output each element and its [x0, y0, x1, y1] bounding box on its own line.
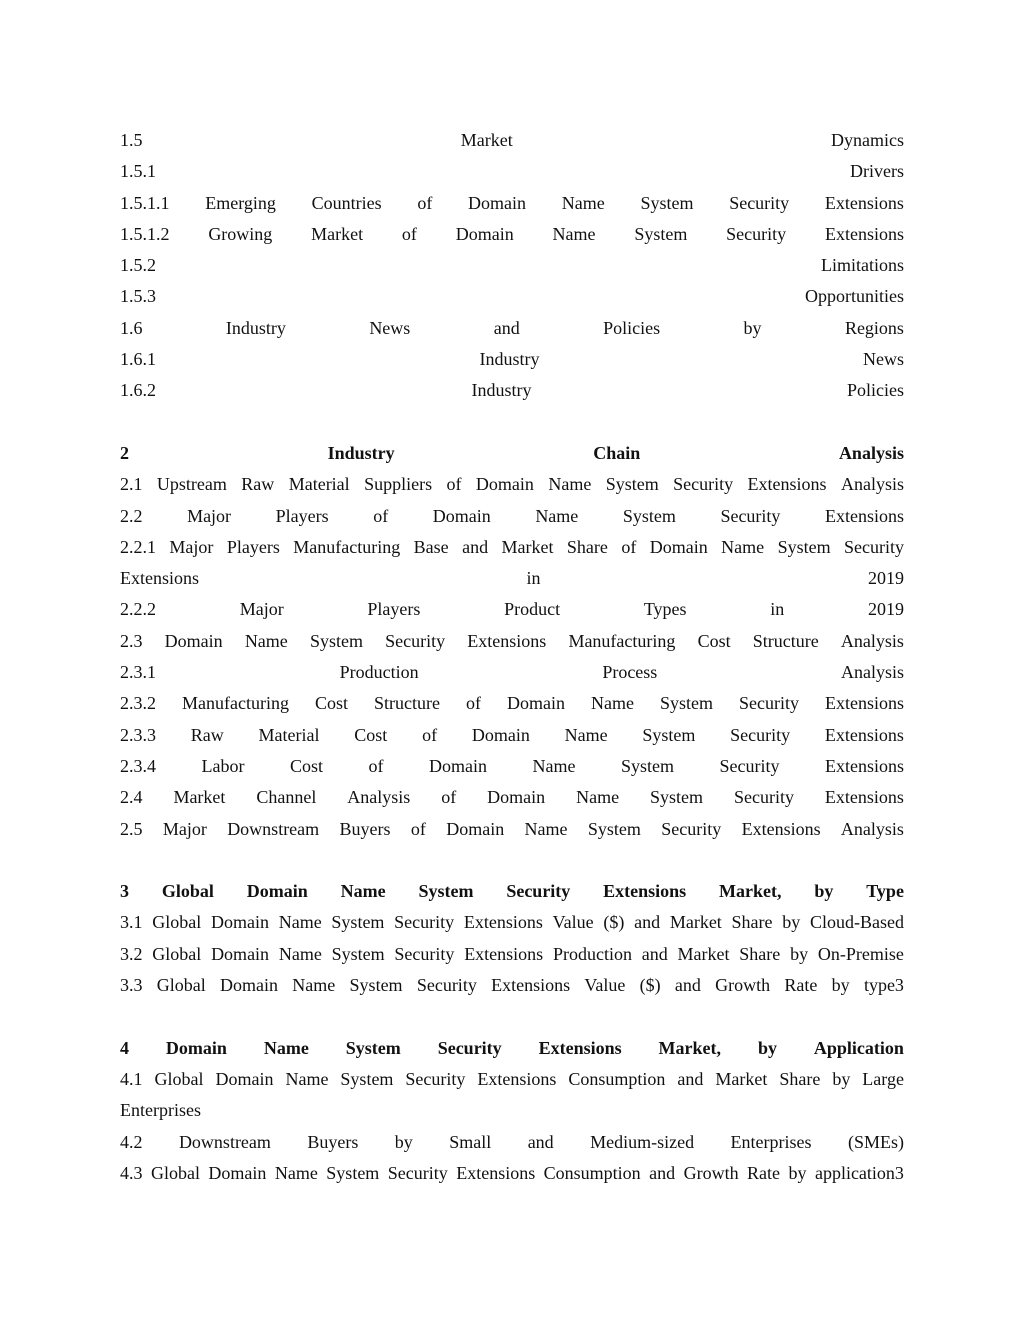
- word: Growing: [208, 223, 273, 244]
- word: Analysis: [840, 662, 904, 683]
- word: Players: [367, 599, 421, 620]
- word: 1.6.1: [120, 349, 156, 370]
- word: System: [340, 1068, 394, 1089]
- word: Opportunities: [805, 286, 904, 307]
- toc-line-2-2: [120, 501, 904, 532]
- word: Domain: [468, 192, 527, 213]
- word: ($): [603, 912, 625, 933]
- word: Industry: [479, 349, 540, 370]
- word: in: [526, 568, 541, 589]
- word: Extensions: [463, 912, 543, 933]
- word: 1.5.1: [120, 161, 156, 182]
- section-heading-3: [120, 876, 904, 907]
- word: of: [373, 505, 389, 526]
- word: 3.1: [120, 912, 143, 933]
- word: 3.2: [120, 943, 143, 964]
- word: Material: [258, 724, 320, 745]
- toc-line-1-5-1: [120, 156, 904, 187]
- word: Extensions: [825, 755, 904, 776]
- word: Share: [566, 536, 608, 557]
- word: by: [788, 1162, 807, 1183]
- word: Global: [150, 1162, 200, 1183]
- word: Market: [715, 1068, 768, 1089]
- word: Security: [673, 474, 734, 495]
- word: Limitations: [821, 255, 904, 276]
- word: and: [493, 317, 520, 338]
- word: 1.6: [120, 317, 143, 338]
- word: Security: [394, 912, 455, 933]
- word: Major: [187, 505, 232, 526]
- word: Medium-sized: [590, 1131, 695, 1152]
- word: 1.5: [120, 130, 143, 150]
- word: and: [527, 1131, 554, 1152]
- word: Cost: [314, 693, 348, 714]
- word: System: [659, 693, 713, 714]
- toc-block-2: [120, 438, 904, 845]
- toc-line-3-3: [120, 970, 904, 1001]
- word: Name: [535, 505, 579, 526]
- word: Analysis: [347, 787, 411, 808]
- word: by: [394, 1131, 413, 1152]
- word: Name: [278, 943, 322, 964]
- word: 1.5.2: [120, 255, 156, 276]
- word: Manufacturing: [182, 693, 289, 714]
- word: Analysis: [838, 442, 904, 463]
- word: Name: [721, 536, 765, 557]
- toc-line-3-1: [120, 907, 904, 938]
- word: Small: [449, 1131, 492, 1152]
- word: Rate: [784, 975, 818, 996]
- toc-line-2-2-1: [120, 532, 904, 563]
- word: Extensions: [120, 568, 199, 589]
- word: Share: [739, 943, 781, 964]
- word: Regions: [844, 317, 904, 338]
- word: Name: [564, 724, 608, 745]
- word: Domain: [210, 912, 269, 933]
- word: 1.5.1.1: [120, 192, 170, 213]
- word: of: [441, 787, 457, 808]
- word: News: [369, 317, 411, 338]
- word: Value: [584, 975, 626, 996]
- word: 2.3.4: [120, 755, 156, 776]
- word: Analysis: [840, 630, 904, 651]
- word: Market: [173, 787, 226, 808]
- word: and: [641, 943, 668, 964]
- word: Global: [152, 943, 202, 964]
- toc-line-2-5: [120, 814, 904, 845]
- word: System: [650, 787, 704, 808]
- word: System: [326, 1162, 380, 1183]
- word: Consumption: [543, 1162, 641, 1183]
- word: of: [368, 755, 384, 776]
- word: Rate: [747, 1162, 781, 1183]
- word: Extensions: [467, 630, 547, 651]
- word: Extensions: [456, 1162, 536, 1183]
- word: of: [446, 474, 462, 495]
- word: Name: [532, 755, 576, 776]
- word: 2: [120, 442, 129, 463]
- word: Market: [311, 223, 364, 244]
- word: Product: [504, 599, 561, 620]
- word: 4.2: [120, 1131, 143, 1152]
- word: 2.1: [120, 474, 143, 495]
- word: Raw: [241, 474, 275, 495]
- word: System: [331, 943, 385, 964]
- word: Security: [387, 1162, 448, 1183]
- word: Major: [169, 536, 214, 557]
- toc-line-2-3: [120, 626, 904, 657]
- word: 2.3: [120, 630, 143, 651]
- word: Buyers: [307, 1131, 359, 1152]
- word: Domain: [211, 943, 270, 964]
- word: Process: [602, 662, 658, 683]
- word: Security: [661, 818, 722, 839]
- word: Upstream: [156, 474, 227, 495]
- toc-line-2-3-3: [120, 720, 904, 751]
- word: Domain: [471, 724, 530, 745]
- word: Manufacturing: [293, 536, 401, 557]
- word: Extensions: [491, 975, 571, 996]
- word: by: [743, 317, 762, 338]
- section-heading-4: [120, 1033, 904, 1064]
- word: and: [634, 912, 661, 933]
- word: Domain: [429, 755, 487, 776]
- word: Security: [733, 787, 794, 808]
- word: 1.5.1.2: [120, 223, 170, 244]
- word: Name: [292, 975, 336, 996]
- toc-line-1-6: [120, 313, 904, 344]
- toc-line-1-5-1-1: [120, 188, 904, 219]
- word: Emerging: [205, 192, 276, 213]
- word: Cloud-Based: [810, 912, 904, 933]
- toc-block-4: [120, 1033, 904, 1189]
- toc-line-2-1: [120, 469, 904, 500]
- word: of: [401, 223, 417, 244]
- word: Extensions: [741, 818, 821, 839]
- word: Major: [162, 818, 207, 839]
- toc-line-1-5: [120, 125, 904, 156]
- word: Extensions: [824, 192, 904, 213]
- word: Name: [263, 1037, 309, 1058]
- word: of: [410, 818, 426, 839]
- word: 2019: [867, 599, 904, 620]
- word: Market: [460, 130, 513, 150]
- word: Domain: [165, 1037, 227, 1058]
- word: 2019: [867, 568, 904, 589]
- toc-line-2-3-1: [120, 657, 904, 688]
- word: Domain: [164, 630, 223, 651]
- word: Security: [726, 223, 787, 244]
- word: Security: [394, 943, 455, 964]
- word: System: [620, 755, 674, 776]
- word: Market,: [658, 1037, 722, 1058]
- word: 2.2: [120, 505, 143, 526]
- word: Domain: [649, 536, 708, 557]
- word: Global: [154, 1068, 204, 1089]
- word: Policies: [847, 380, 904, 401]
- word: Suppliers: [364, 474, 433, 495]
- word: Extensions: [824, 787, 904, 808]
- toc-line-2-3-2: [120, 688, 904, 719]
- word: Material: [288, 474, 350, 495]
- word: Market: [677, 943, 730, 964]
- word: Name: [576, 787, 620, 808]
- word: System: [640, 192, 694, 213]
- toc-line-3-2: [120, 939, 904, 970]
- word: 2.3.3: [120, 724, 156, 745]
- word: Growth: [683, 1162, 739, 1183]
- word: Growth: [715, 975, 771, 996]
- word: Players: [275, 505, 329, 526]
- word: Dynamics: [831, 130, 904, 150]
- word: Countries: [311, 192, 382, 213]
- word: Security: [719, 755, 780, 776]
- word: Industry: [327, 442, 395, 463]
- toc-line-1-6-2: [120, 375, 904, 406]
- word: Types: [643, 599, 687, 620]
- word: Market,: [719, 881, 782, 902]
- toc-line-1-5-1-2: [120, 219, 904, 250]
- word: Extensions: [538, 1037, 622, 1058]
- word: Global: [161, 881, 214, 902]
- word: of: [417, 192, 433, 213]
- word: Drivers: [850, 161, 904, 182]
- toc-block-3: [120, 876, 904, 1001]
- word: Name: [524, 818, 568, 839]
- word: 1.5.3: [120, 286, 156, 307]
- word: Name: [244, 630, 288, 651]
- word: System: [642, 724, 696, 745]
- toc-line-2-2-2: [120, 594, 904, 625]
- word: Domain: [208, 1162, 267, 1183]
- word: Base: [413, 536, 449, 557]
- word: 3.3: [120, 975, 143, 996]
- word: Cost: [354, 724, 388, 745]
- word: Extensions: [824, 223, 904, 244]
- toc-block-1: [120, 125, 904, 407]
- word: Major: [239, 599, 284, 620]
- word: Security: [730, 724, 791, 745]
- word: 4: [120, 1037, 129, 1058]
- word: System: [605, 474, 659, 495]
- word: by: [782, 912, 801, 933]
- word: Extensions: [825, 505, 904, 526]
- word: Name: [285, 1068, 329, 1089]
- word: News: [863, 349, 904, 370]
- word: Structure: [373, 693, 440, 714]
- toc-line-1-6-1: [120, 344, 904, 375]
- word: Security: [738, 693, 799, 714]
- word: Industry: [471, 380, 532, 401]
- word: System: [622, 505, 676, 526]
- word: Cost: [697, 630, 731, 651]
- word: ($): [639, 975, 661, 996]
- word: Analysis: [840, 818, 904, 839]
- word: Security: [405, 1068, 466, 1089]
- word: Production: [339, 662, 419, 683]
- section-heading-2: [120, 438, 904, 469]
- word: 2.3.2: [120, 693, 156, 714]
- word: by: [790, 943, 809, 964]
- word: in: [770, 599, 785, 620]
- word: Players: [226, 536, 280, 557]
- word: Name: [340, 881, 386, 902]
- word: Extensions: [824, 693, 904, 714]
- word: Domain: [506, 693, 565, 714]
- word: Enterprises: [120, 1100, 201, 1121]
- word: Structure: [752, 630, 819, 651]
- toc-line-2-2-1-cont: [120, 563, 904, 594]
- word: System: [777, 536, 831, 557]
- word: Large: [862, 1068, 904, 1089]
- word: by: [831, 975, 850, 996]
- toc-line-4-1: [120, 1064, 904, 1095]
- word: and: [677, 1068, 704, 1089]
- word: Security: [416, 975, 477, 996]
- toc-line-4-3: [120, 1158, 904, 1189]
- word: Buyers: [339, 818, 391, 839]
- word: Name: [548, 474, 592, 495]
- word: Downstream: [178, 1131, 271, 1152]
- word: Downstream: [227, 818, 320, 839]
- word: Name: [590, 693, 634, 714]
- word: Share: [731, 912, 773, 933]
- word: 2.3.1: [120, 662, 156, 683]
- word: Extensions: [603, 881, 687, 902]
- toc-line-2-3-4: [120, 751, 904, 782]
- word: type3: [863, 975, 904, 996]
- word: by: [832, 1068, 851, 1089]
- word: Domain: [215, 1068, 274, 1089]
- word: and: [674, 975, 701, 996]
- word: Global: [152, 912, 202, 933]
- word: Domain: [220, 975, 279, 996]
- word: of: [621, 536, 637, 557]
- word: application3: [814, 1162, 904, 1183]
- word: 1.6.2: [120, 380, 156, 401]
- word: 2.4: [120, 787, 143, 808]
- toc-line-4-2: [120, 1127, 904, 1158]
- word: Enterprises: [730, 1131, 812, 1152]
- word: Chain: [593, 442, 641, 463]
- word: Policies: [603, 317, 661, 338]
- word: On-Premise: [817, 943, 904, 964]
- word: Application: [813, 1037, 904, 1058]
- word: Value: [552, 912, 594, 933]
- word: Labor: [201, 755, 245, 776]
- word: Domain: [432, 505, 491, 526]
- word: Security: [506, 881, 571, 902]
- word: by: [757, 1037, 777, 1058]
- word: Name: [561, 192, 605, 213]
- word: Security: [844, 536, 904, 557]
- word: System: [634, 223, 688, 244]
- word: Global: [156, 975, 206, 996]
- table-of-contents: [120, 125, 904, 1189]
- word: Production: [552, 943, 632, 964]
- word: Name: [552, 223, 596, 244]
- word: Security: [385, 630, 446, 651]
- word: Cost: [289, 755, 323, 776]
- toc-line-1-5-2: [120, 250, 904, 281]
- word: Manufacturing: [568, 630, 676, 651]
- word: Type: [866, 881, 904, 902]
- word: Extensions: [464, 943, 544, 964]
- word: Security: [720, 505, 781, 526]
- word: Analysis: [840, 474, 904, 495]
- word: Extensions: [824, 724, 904, 745]
- word: Domain: [455, 223, 514, 244]
- word: 3: [120, 881, 129, 902]
- word: Name: [274, 1162, 318, 1183]
- word: Domain: [246, 881, 308, 902]
- word: of: [465, 693, 481, 714]
- word: Extensions: [477, 1068, 557, 1089]
- word: Extensions: [747, 474, 827, 495]
- word: Consumption: [568, 1068, 666, 1089]
- word: 4.3: [120, 1162, 143, 1183]
- word: Domain: [446, 818, 505, 839]
- word: Security: [729, 192, 790, 213]
- toc-line-1-5-3: [120, 281, 904, 312]
- word: 2.5: [120, 818, 143, 839]
- word: System: [349, 975, 403, 996]
- word: System: [345, 1037, 401, 1058]
- word: 2.2.1: [120, 536, 156, 557]
- word: Share: [779, 1068, 821, 1089]
- word: Domain: [475, 474, 534, 495]
- word: System: [309, 630, 363, 651]
- word: Name: [278, 912, 322, 933]
- word: Channel: [256, 787, 317, 808]
- word: Raw: [190, 724, 224, 745]
- word: Market: [501, 536, 554, 557]
- word: and: [462, 536, 489, 557]
- toc-line-2-4: [120, 782, 904, 813]
- word: System: [331, 912, 385, 933]
- word: Domain: [487, 787, 546, 808]
- word: Security: [437, 1037, 502, 1058]
- word: Industry: [225, 317, 286, 338]
- word: (SMEs): [847, 1131, 904, 1152]
- word: Market: [669, 912, 722, 933]
- word: System: [418, 881, 474, 902]
- word: System: [587, 818, 641, 839]
- word: of: [422, 724, 438, 745]
- word: 4.1: [120, 1068, 143, 1089]
- word: by: [814, 881, 834, 902]
- word: 2.2.2: [120, 599, 156, 620]
- toc-line-4-1-cont: [120, 1095, 904, 1126]
- word: and: [649, 1162, 676, 1183]
